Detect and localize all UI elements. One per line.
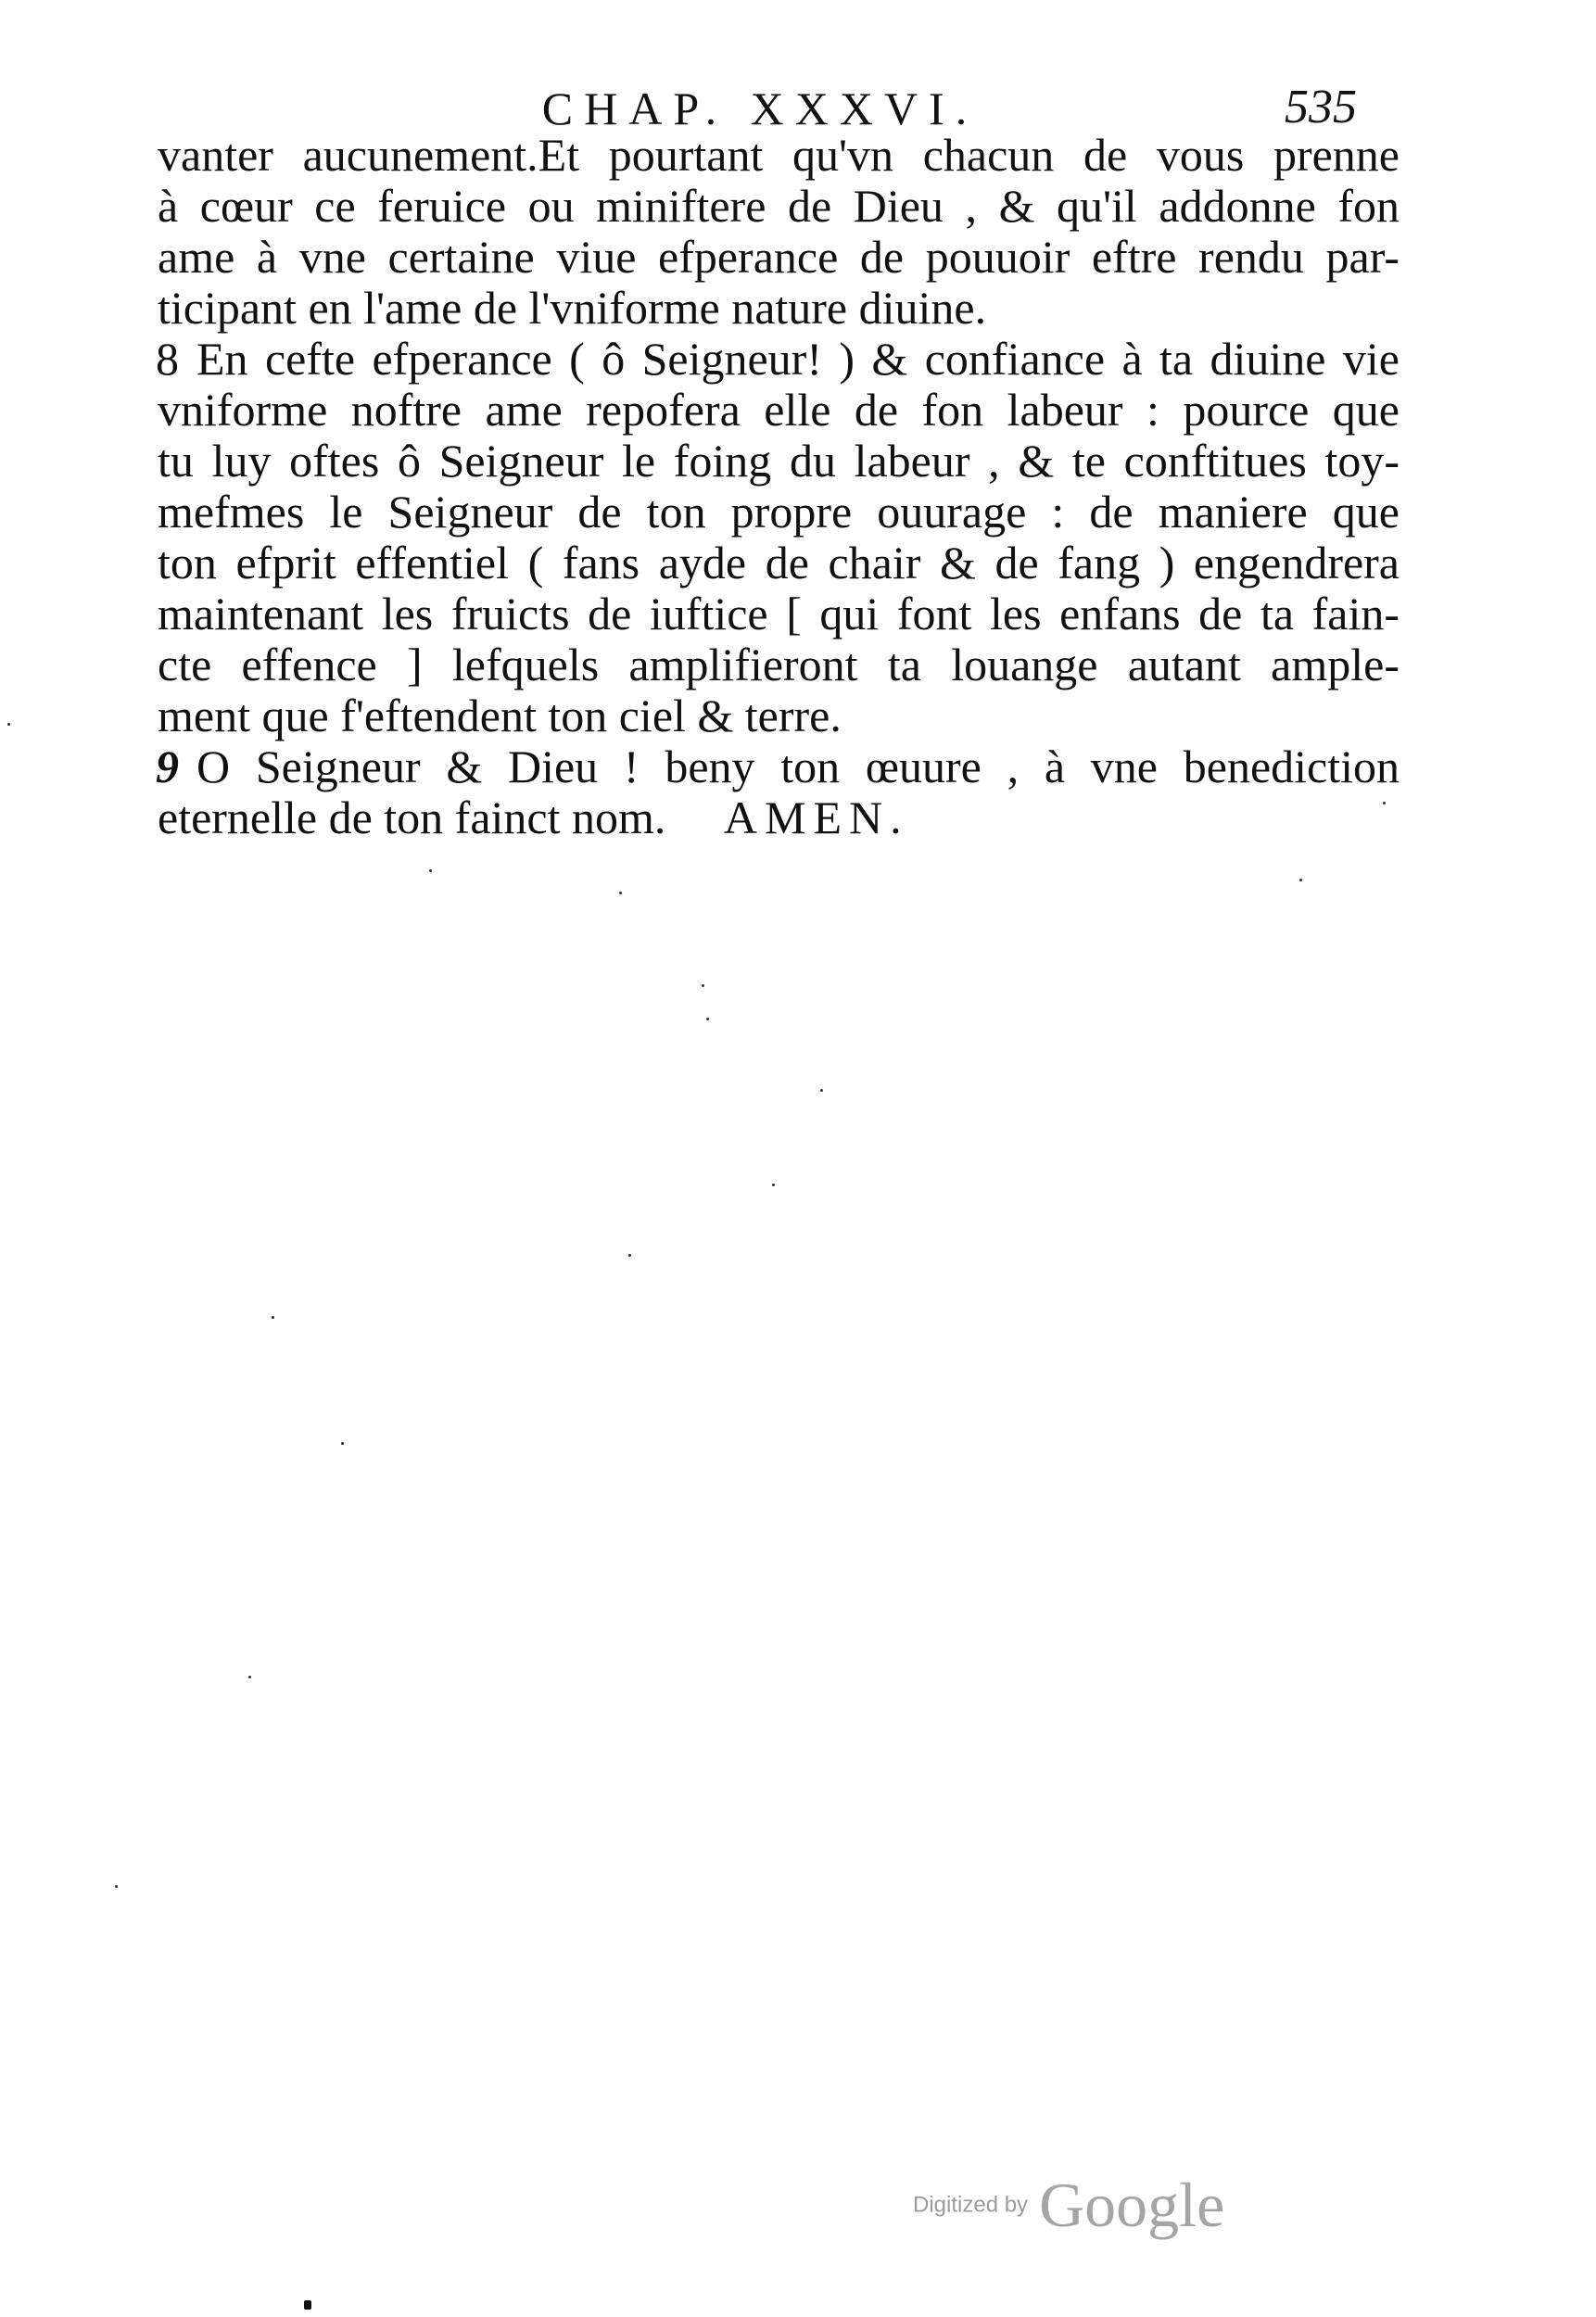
print-speck bbox=[272, 1316, 274, 1319]
print-speck bbox=[820, 1089, 823, 1092]
print-speck bbox=[115, 1885, 118, 1888]
text-line: vniforme noftre ame repofera elle de fon labeur : pource que bbox=[158, 384, 1400, 436]
text-line: O Seigneur & Dieu ! beny ton œuure , à vne benediction bbox=[196, 741, 1400, 792]
print-speck bbox=[706, 1018, 709, 1020]
page-number: 535 bbox=[1285, 81, 1357, 133]
verse-8-line bbox=[158, 334, 1400, 385]
digitized-watermark bbox=[913, 2169, 1224, 2242]
text-line: mefmes le Seigneur de ton propre ouurage : de maniere que bbox=[158, 486, 1400, 538]
print-speck bbox=[619, 892, 622, 894]
print-speck bbox=[7, 723, 10, 726]
amen: AMEN. bbox=[723, 791, 909, 843]
text-line: En cefte efperance ( ô Seigneur! ) & confiance à ta diuine vie bbox=[196, 333, 1400, 385]
text-line: ment que f'eftendent ton ciel & terre. bbox=[158, 690, 842, 741]
print-speck bbox=[248, 1676, 251, 1678]
google-logo: Google bbox=[1039, 2170, 1225, 2240]
print-speck bbox=[702, 984, 704, 987]
watermark-prefix: Digitized by bbox=[913, 2192, 1029, 2218]
text-line: ticipant en l'ame de l'vniforme nature diuine. bbox=[158, 282, 987, 334]
print-speck bbox=[772, 1184, 775, 1186]
text-line: maintenant les fruicts de iuftice [ qui font les enfans de ta fain- bbox=[158, 588, 1400, 639]
bottom-edge-mark bbox=[304, 2300, 311, 2310]
verse-9-closing-line bbox=[158, 792, 1400, 843]
text-line: tu luy oftes ô Seigneur le foing du labeur , & te conftitues toy- bbox=[158, 435, 1400, 487]
text-line: eternelle de ton fainct nom. bbox=[158, 791, 666, 843]
verse-number: 8 bbox=[156, 333, 179, 385]
print-speck bbox=[429, 869, 432, 872]
text-line: ame à vne certaine viue efperance de pouuoir eftre rendu par- bbox=[158, 231, 1400, 283]
running-head: CHAP. XXXVI. bbox=[541, 82, 979, 134]
print-speck bbox=[341, 1442, 344, 1445]
text-line: cte effence ] lefquels amplifieront ta louange autant ample- bbox=[158, 639, 1400, 690]
text-line: vanter aucunement.Et pourtant qu'vn chacun de vous prenne bbox=[158, 129, 1400, 181]
verse-9-line bbox=[158, 741, 1400, 792]
print-speck bbox=[628, 1254, 631, 1257]
verse-number: 9 bbox=[156, 741, 179, 792]
print-speck bbox=[1383, 802, 1386, 804]
body-text bbox=[158, 130, 1400, 843]
text-line: à cœur ce feruice ou miniftere de Dieu , & qu'il addonne fon bbox=[158, 180, 1400, 232]
print-speck bbox=[1299, 879, 1302, 881]
text-line: ton efprit effentiel ( fans ayde de chair & de fang ) engendrera bbox=[158, 537, 1400, 589]
